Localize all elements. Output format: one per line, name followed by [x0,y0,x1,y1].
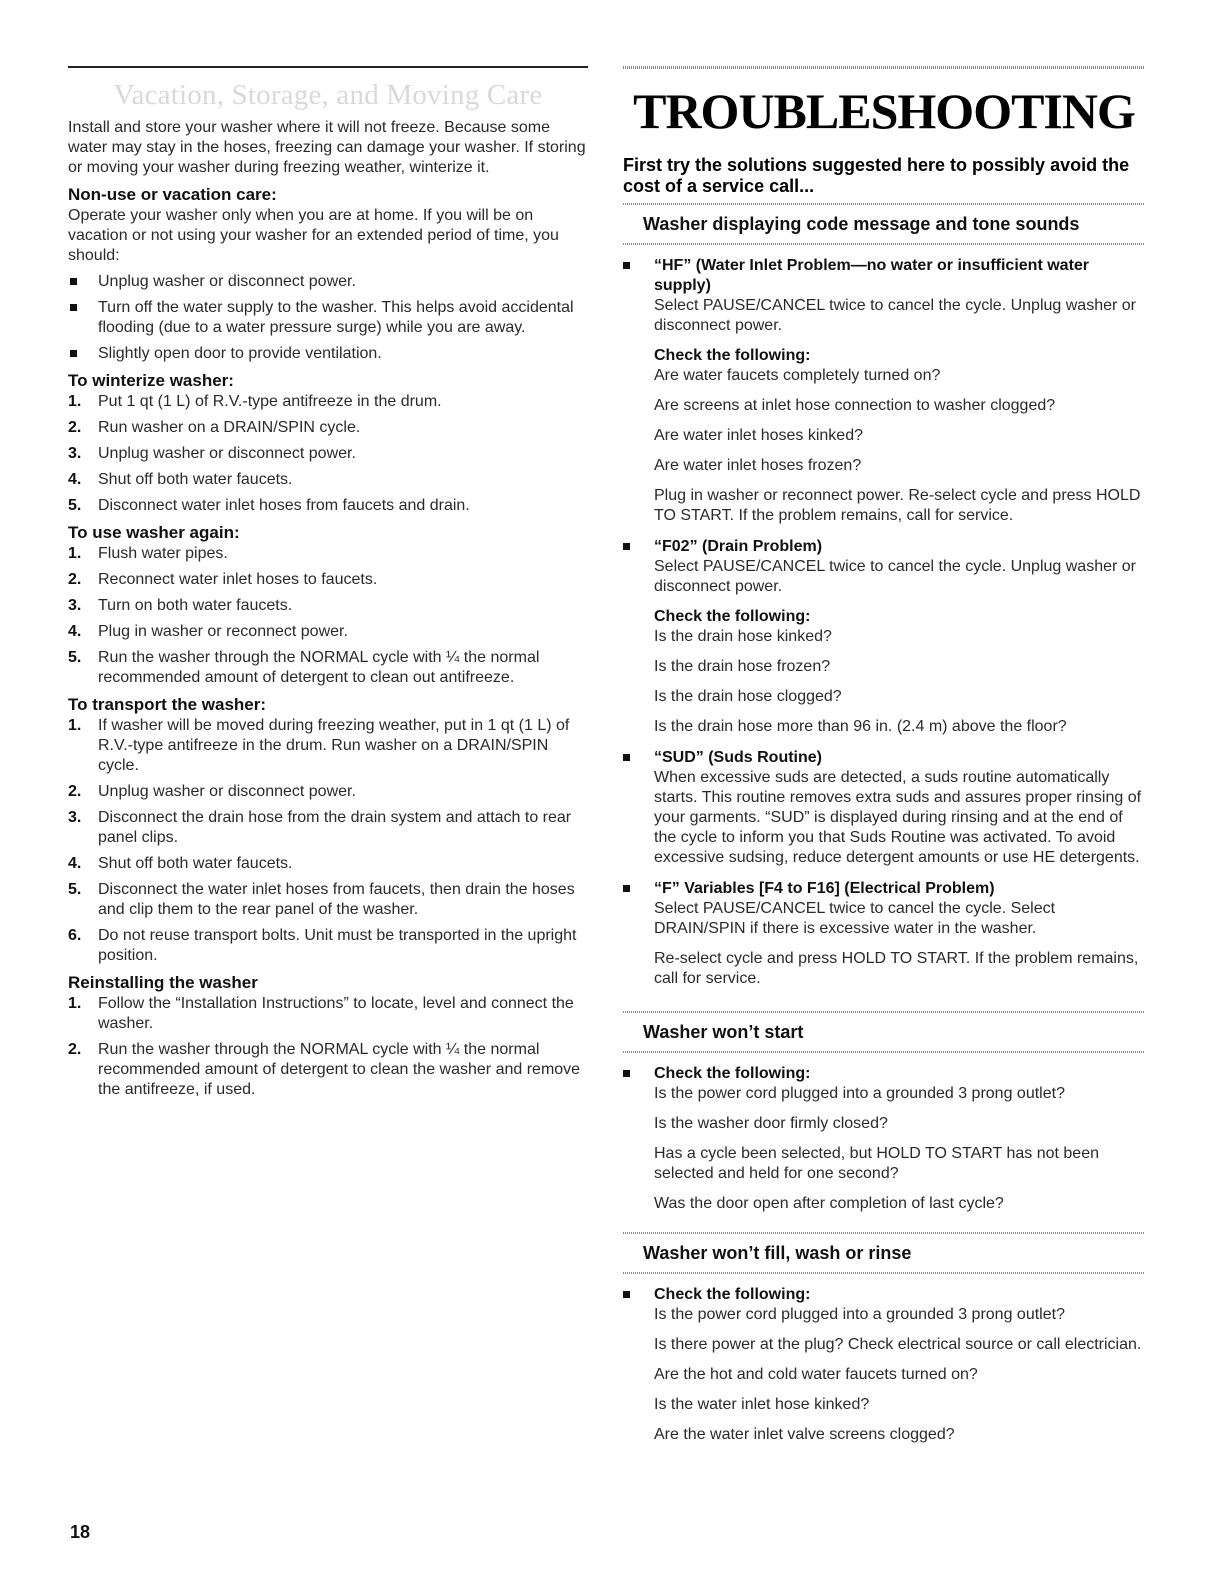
check-line: Is the power cord plugged into a grounded 3 prong outlet? [654,1085,1065,1102]
check-line: Is there power at the plug? Check electrical source or call electrician. [654,1336,1142,1353]
check-line: Is the drain hose frozen? [654,658,831,675]
section-heading: Washer won’t fill, wash or rinse [643,1243,912,1263]
check-line: Are water faucets completely turned on? [654,367,941,384]
check-heading: Check the following: [654,608,811,625]
list-item: 4. Shut off both water faucets. [68,855,293,872]
list-item: 3. Disconnect the drain hose from the drain system and attach to rear panel clips. [68,809,572,846]
dotted-rule [623,1272,1145,1274]
hf-item [623,256,1145,526]
check-line: Plug in washer or reconnect power. Re-select cycle and press HOLD TO START. If the problem remains, call for service. [654,487,1141,524]
transport-steps [68,716,588,966]
check-line: Is the drain hose kinked? [654,628,832,645]
f02-text: Select PAUSE/CANCEL twice to cancel the cycle. Unplug washer or disconnect power. [654,558,1136,595]
troubleshooting-title: TROUBLESHOOTING [633,83,1135,139]
f02-item [623,537,1145,737]
list-item: Slightly open door to provide ventilation. [68,344,588,364]
dotted-rule [623,66,1145,69]
list-item: 1. Flush water pipes. [68,545,228,562]
check-line: Are the hot and cold water faucets turned on? [654,1366,978,1383]
wont-start-section [623,1011,1145,1214]
check-line: Is the drain hose clogged? [654,688,842,705]
f-variables-text: Select PAUSE/CANCEL twice to cancel the cycle. Select DRAIN/SPIN if there is excessive water in the washer. [654,900,1056,937]
wont-fill-item [623,1285,1145,1445]
check-line: Are screens at inlet hose connection to washer clogged? [654,397,1056,414]
sud-text: When excessive suds are detected, a suds routine automatically starts. This routine removes extra suds and assures proper rinsing of your garments. “SUD” is displayed during rinsing and at the end of the cycle to inform you that Suds Routine was activated. To avoid excessive sudsing, reduce detergent amounts or use HE detergents. [654,769,1142,866]
check-line: Is the washer door firmly closed? [654,1115,888,1132]
use-again-steps [68,544,588,688]
list-item: 2. Reconnect water inlet hoses to faucets. [68,571,378,588]
list-item: 5. Run the washer through the NORMAL cycle with ¼ the normal recommended amount of detergent to clean out antifreeze. [68,649,540,686]
check-heading: Check the following: [654,1286,811,1303]
list-item: 5. Disconnect the water inlet hoses from faucets, then drain the hoses and clip them to the rear panel of the washer. [68,881,575,918]
section-heading: Washer won’t start [643,1022,804,1042]
troubleshooting-column [623,66,1145,1445]
troubleshooting-subtitle: First try the solutions suggested here to possibly avoid the cost of a service call... [623,155,1130,196]
hf-title: “HF” (Water Inlet Problem—no water or insufficient water supply) [654,257,1090,294]
nonuse-list [68,272,588,364]
check-line: Has a cycle been selected, but HOLD TO START has not been selected and held for one second? [654,1145,1099,1182]
intro-text: Install and store your washer where it will not freeze. Because some water may stay in the hoses, freezing can damage your washer. If storing or moving your washer during freezing weather, winterize it. [68,119,586,176]
transport-heading: To transport the washer: [68,695,267,714]
list-item: 6. Do not reuse transport bolts. Unit must be transported in the upright position. [68,927,577,964]
check-line: Was the door open after completion of last cycle? [654,1195,1004,1212]
reinstall-steps [68,994,588,1100]
list-item: 2. Unplug washer or disconnect power. [68,783,356,800]
code-message-section [623,203,1145,989]
nonuse-heading: Non-use or vacation care: [68,185,277,204]
check-line: Is the drain hose more than 96 in. (2.4 m) above the floor? [654,718,1067,735]
hf-text: Select PAUSE/CANCEL twice to cancel the cycle. Unplug washer or disconnect power. [654,297,1136,334]
f02-title: “F02” (Drain Problem) [654,538,823,555]
section-heading: Washer displaying code message and tone sounds [643,214,1080,234]
list-item: 4. Shut off both water faucets. [68,471,293,488]
f-variables-item [623,879,1145,989]
check-line: Is the power cord plugged into a grounded 3 prong outlet? [654,1306,1065,1323]
reinstall-heading: Reinstalling the washer [68,973,258,992]
list-item: 1. Follow the “Installation Instructions” to locate, level and connect the washer. [68,995,574,1032]
vacation-title: Vacation, Storage, and Moving Care [113,79,543,111]
check-line: Are water inlet hoses kinked? [654,427,863,444]
dotted-rule [623,1232,1145,1234]
list-item: 4. Plug in washer or reconnect power. [68,623,348,640]
list-item: 1. If washer will be moved during freezing weather, put in 1 qt (1 L) of R.V.-type antifreeze in the drum. Run washer on a DRAIN/SPIN cycle. [68,717,570,774]
use-again-heading: To use washer again: [68,523,240,542]
list-item: Turn off the water supply to the washer. This helps avoid accidental flooding (due to a water pressure surge) while you are away. [68,298,588,338]
nonuse-text: Operate your washer only when you are at home. If you will be on vacation or not using your washer for an extended period of time, you should: [68,207,559,264]
dotted-rule [623,203,1145,205]
wont-start-item [623,1064,1145,1214]
wont-fill-section [623,1232,1145,1445]
f-variables-text-2: Re-select cycle and press HOLD TO START. If the problem remains, call for service. [654,950,1139,987]
check-heading: Check the following: [654,1065,811,1082]
check-line: Are the water inlet valve screens clogged? [654,1426,955,1443]
list-item: 3. Turn on both water faucets. [68,597,293,614]
dotted-rule [623,1011,1145,1013]
sud-item [623,748,1145,868]
dotted-rule [623,243,1145,245]
page-number: 18 [70,1522,91,1542]
f-variables-title: “F” Variables [F4 to F16] (Electrical Problem) [654,880,995,897]
vacation-storage-column [68,66,588,1106]
check-heading: Check the following: [654,347,811,364]
dotted-rule [623,1051,1145,1053]
list-item: 3. Unplug washer or disconnect power. [68,445,356,462]
winterize-heading: To winterize washer: [68,371,234,390]
top-rule [68,66,588,68]
check-line: Are water inlet hoses frozen? [654,457,862,474]
list-item: 5. Disconnect water inlet hoses from faucets and drain. [68,497,470,514]
sud-title: “SUD” (Suds Routine) [654,749,822,766]
check-line: Is the water inlet hose kinked? [654,1396,870,1413]
list-item: Unplug washer or disconnect power. [68,272,588,292]
list-item: 1. Put 1 qt (1 L) of R.V.-type antifreeze in the drum. [68,393,442,410]
list-item: 2. Run the washer through the NORMAL cycle with ¼ the normal recommended amount of detergent to clean the washer and remove the antifreeze, if used. [68,1041,581,1098]
list-item: 2. Run washer on a DRAIN/SPIN cycle. [68,419,361,436]
winterize-steps [68,392,588,516]
